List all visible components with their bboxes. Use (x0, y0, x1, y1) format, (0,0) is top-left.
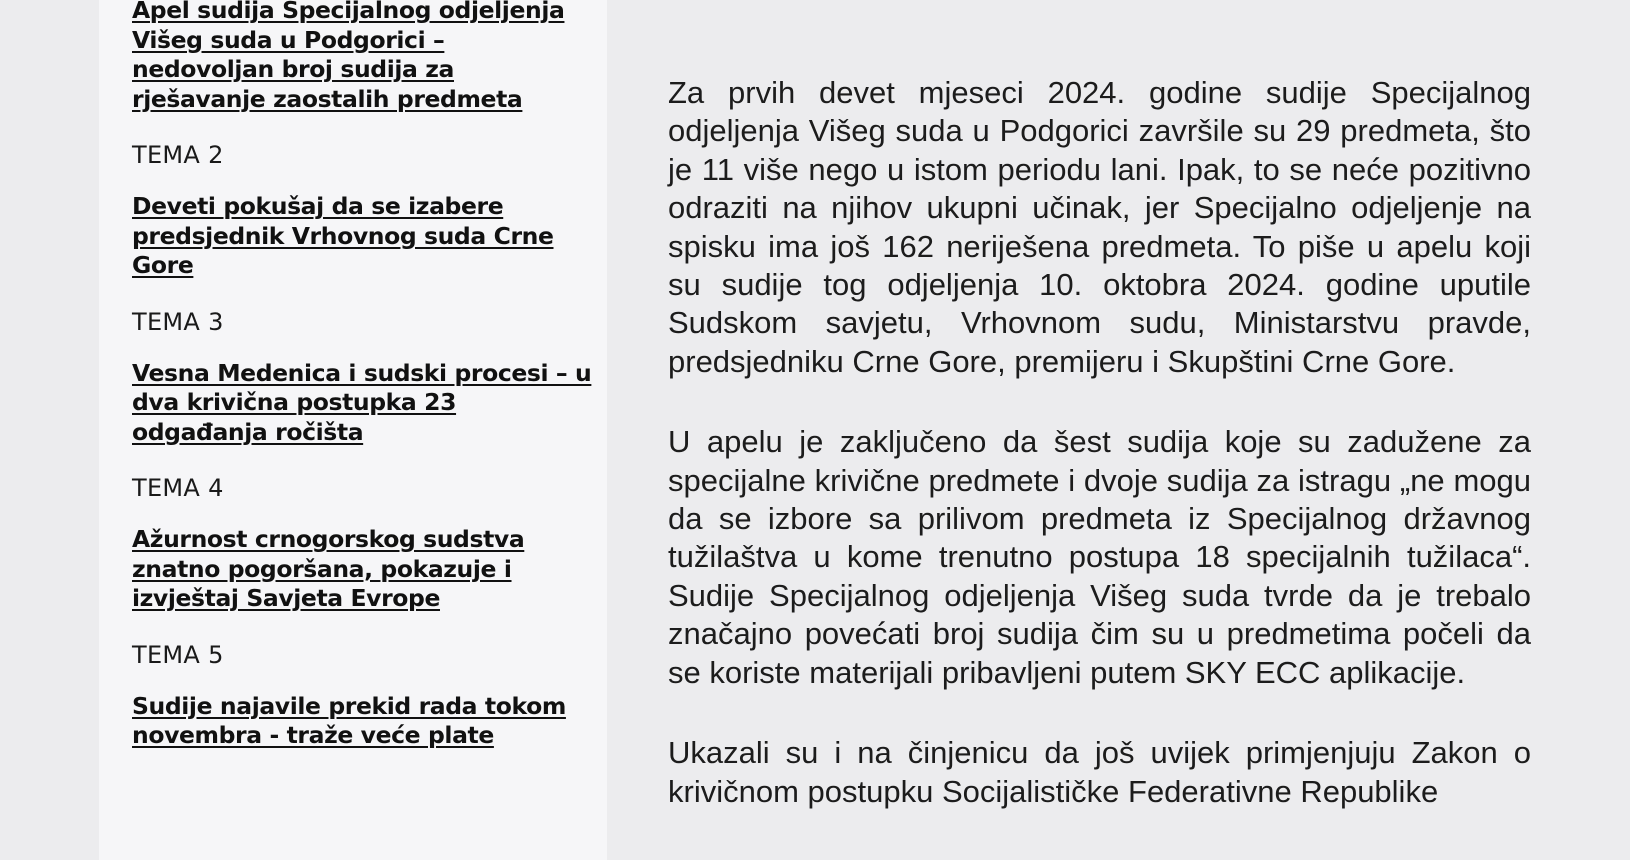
topic-label-2: TEMA 2 (132, 141, 224, 169)
topic-link-5[interactable]: Sudije najavile prekid rada tokom novembra - traže veće plate (132, 691, 566, 749)
topic-link-3[interactable]: Vesna Medenica i sudski procesi – u dva krivična postupka 23 odgađanja ročišta (132, 358, 592, 446)
topic-label-3: TEMA 3 (132, 307, 224, 336)
topic-item-2 (132, 140, 592, 281)
article-paragraph-2: U apelu je zaključeno da šest sudija koje su zadužene za specijalne krivične predmete i dvoje sudija za istragu „ne mogu da se izbore sa prilivom predmeta iz Specijalnog državnog tužilaštva u kome trenutno postupa 18 specijalnih tužilaca“. Sudije Specijalnog odjeljenja Višeg suda tvrde da je trebalo značajno povećati broj sudija čim su u predmetima počeli da se koriste materijali pribavljeni putem SKY ECC aplikacije. (668, 424, 1531, 690)
topic-item-1 (132, 0, 592, 114)
topic-list (132, 0, 592, 777)
topic-link-2[interactable]: Deveti pokušaj da se izabere predsjednik Vrhovnog suda Crne Gore (132, 192, 554, 279)
topic-label-5: TEMA 5 (132, 640, 224, 669)
topic-item-3 (132, 307, 592, 448)
topic-link-1[interactable]: Apel sudija Specijalnog odjeljenja Višeg suda u Podgorici – nedovoljan broj sudija za rješavanje zaostalih predmeta (132, 0, 565, 113)
topic-item-4 (132, 473, 592, 614)
article-paragraph-3: Ukazali su i na činjenicu da još uvijek primjenjuju Zakon o krivičnom postupku Socijalističke Federativne Republike (668, 735, 1531, 809)
topic-item-5 (132, 640, 592, 751)
article-body (668, 74, 1531, 853)
article-paragraph-1: Za prvih devet mjeseci 2024. godine sudije Specijalnog odjeljenja Višeg suda u Podgorici završile su 29 predmeta, što je 11 više nego u istom periodu lani. Ipak, to se neće pozitivno odraziti na njihov ukupni učinak, jer Specijalno odjeljenje na spisku ima još 162 neriješena predmeta. To piše u apelu koji su sudije tog odjeljenja 10. oktobra 2024. godine uputile Sudskom savjetu, Vrhovnom sudu, Ministarstvu pravde, predsjedniku Crne Gore, premijeru i Skupštini Crne Gore. (668, 75, 1531, 379)
topic-label-4: TEMA 4 (132, 474, 224, 502)
topic-link-4[interactable]: Ažurnost crnogorskog sudstva znatno pogoršana, pokazuje i izvještaj Savjeta Evrope (132, 525, 525, 612)
topics-sidebar (99, 0, 607, 860)
